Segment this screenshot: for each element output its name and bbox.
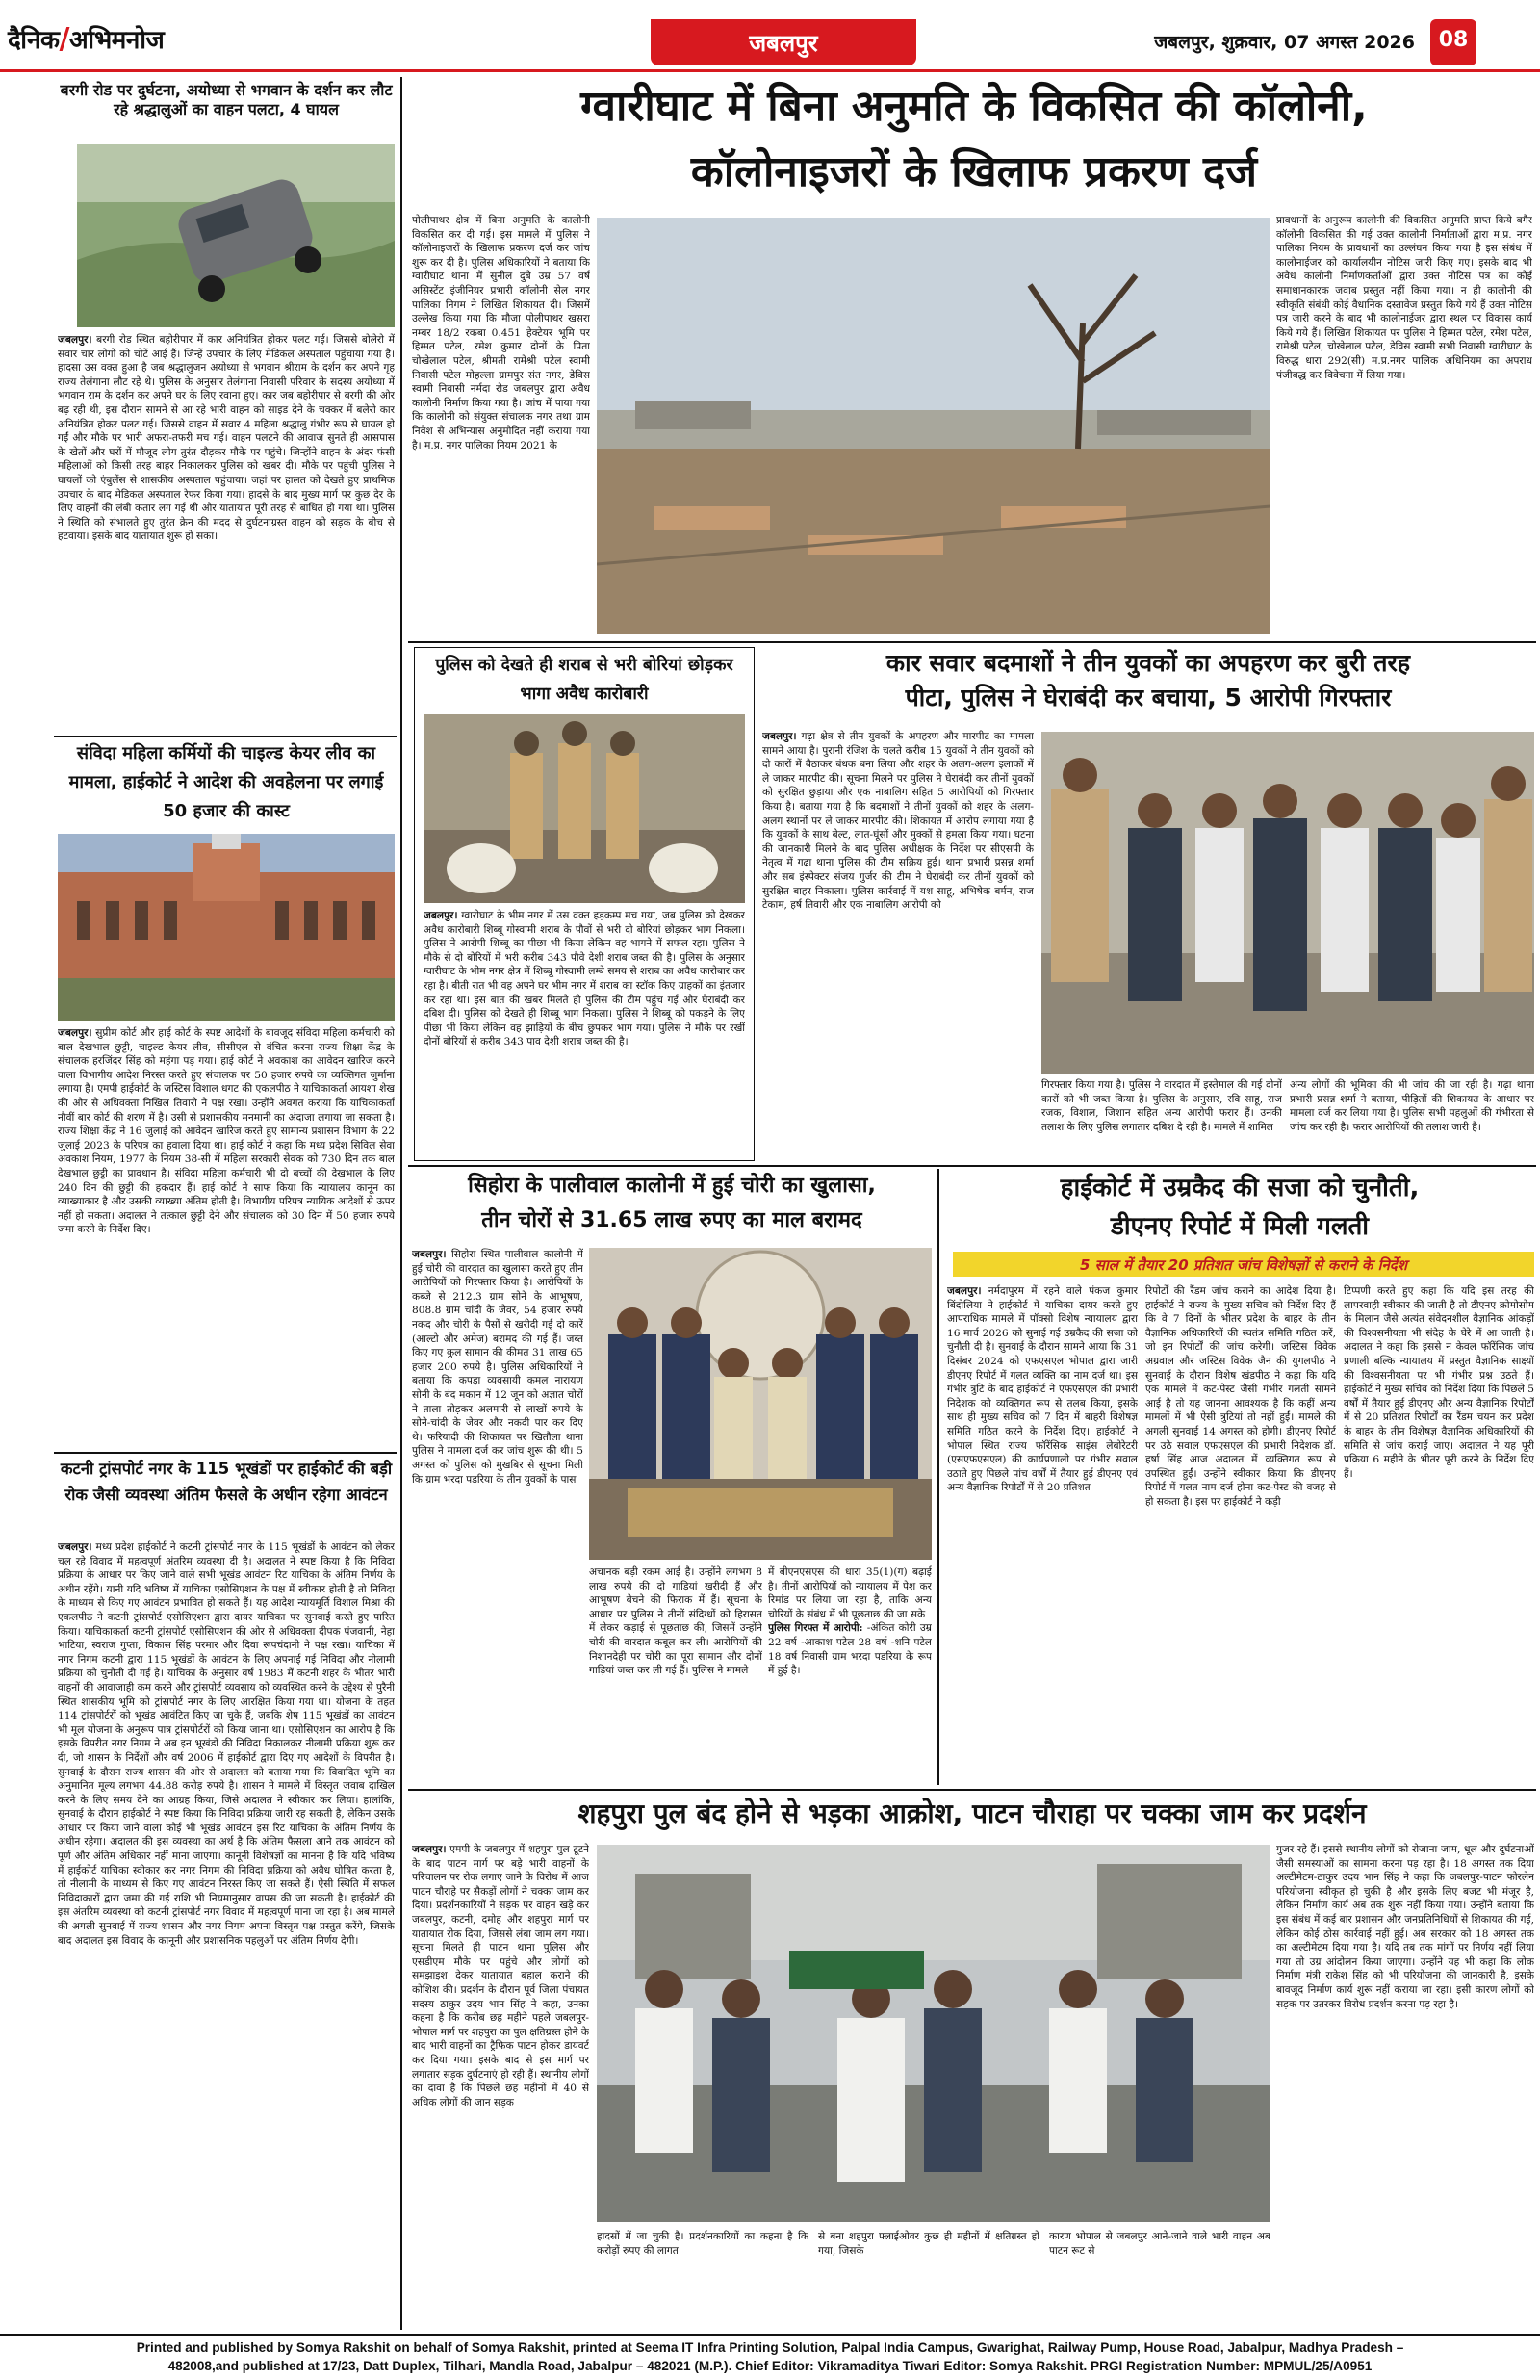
left-bottom-dateline: जबलपुर। xyxy=(58,1541,92,1553)
arrested-accused-with-police-image xyxy=(1041,732,1534,1074)
hc-col2-text: रिपोर्टों की रैंडम जांच कराने का आदेश दिया है। हाईकोर्ट ने राज्य के मुख्य सचिव को निर्देश दिए हैं कि वे 7 दिनों के भीतर प्रदेश के बाहर के तीन वैज्ञानिक अधिकारियों की स्वतंत्र समिति गठित करें, जो इन रिपोर्टों की जांच करेगी। जस्टिस विवेक अग्रवाल और जस्टिस विवेक जैन की युगलपीठ ने सुनवाई के दौरान विशेष खंडपीठ ने कहा कि यदि एक मामले में कट-पेस्ट जैसी गंभीर गलती सामने आई है तो यह जानना आवश्यक है कि कहीं अन्य मामलों में भी ऐसी त्रुटियां तो नहीं हुईं। मामले की अगली सुनवाई 14 अगस्त को होगी। डीएनए रिपोर्ट पर उठे सवाल एफएसएल की प्रभारी निदेशक डॉ. हर्षा सिंह आज अदालत में व्यक्तिगत रूप से उपस्थित हुईं। उन्होंने स्वीकार किया कि डीएनए रिपोर्ट में गलत नाम दर्ज होना कट-पेस्ट की वजह से हो सकता है। इस पर हाईकोर्ट ने कड़ी xyxy=(1145,1285,1336,1508)
main-col1 xyxy=(412,214,590,637)
footer-imprint-line1: Printed and published by Somya Rakshit on behalf of Somya Rakshit, printed at Seema IT Infra Printing Solution, Palpal India Campus, Gwarighat, Railway Pump, House Road, Jabalpur, Madhya Pradesh – xyxy=(136,2341,1404,2355)
liquor-text: ग्वारीघाट के भीम नगर में उस वक्त हड़कम्प मच गया, जब पुलिस को देखकर अवैध कारोबारी शिब्बू गोस्वामी शराब के पौवों से भरी दो बोरियां छोड़कर भाग निकला। पुलिस ने आरोपी शिब्बू का पीछा भी किया लेकिन वह भागने में सफल रहा। पुलिस ने मौके से दो बोरियों में भरी करीब 343 पौवे देशी शराब जब्त की है। पुलिस के अनुसार ग्वारीघाट के भीम नगर क्षेत्र में शिब्बू गोस्वामी लम्बे समय से शराब का अवैध कारोबार कर रहा है। बीती रात भी वह अपने घर भीम नगर में शराब का स्टॉक किए ग्राहकों का इंतजार कर रहा था। इस बात की खबर मिलते ही पुलिस की टीम पहुंच गई और घेराबंदी कर दबिश दी। पुलिस को देखते ही शिब्बू भाग निकला। पुलिस ने शिब्बू को पकड़ने के लिए पीछा भी किया लेकिन वह झाड़ियों के बीच छुपकर भाग गया। पुलिस ने मौके पर रखीं दोनों बोरियों से करीब 343 पाव देशी शराब जब्त की है। xyxy=(424,910,745,1048)
theft-col1 xyxy=(412,1248,583,1785)
kidnap-col3 xyxy=(1290,1078,1534,1159)
left-bottom-text: मध्य प्रदेश हाईकोर्ट ने कटनी ट्रांसपोर्ट नगर के 115 भूखंडों के आवंटन को लेकर चल रहे विवाद में महत्वपूर्ण अंतरिम व्यवस्था दी है। अदालत ने स्पष्ट किया है कि निविदा प्रक्रिया के आधार पर किए जाने वाले सभी भूखंड आवंटन रिट याचिका के अंतिम निर्णय के अधीन रहेंगे। यानी यदि भविष्य में याचिका एसोसिएशन के पक्ष में स्वीकार होती है तो निविदा के माध्यम से किए गए आवंटन प्रभावित हो सकते हैं। यह आदेश न्यायमूर्ति विशाल मिश्रा की एकलपीठ ने कटनी ट्रांसपोर्ट एसोसिएशन द्वारा दायर याचिका पर सुनवाई करते हुए पारित किया। याचिकाकर्ता कटनी ट्रांसपोर्ट एसोसिएशन की ओर से अधिवक्ता दीपक पंजवानी, नेहा भाटिया, स्वराज गुप्ता, विकास सिंह परमार और दिवा रूपचंदानी ने पक्ष रखा। याचिका में नगर निगम कटनी द्वारा 115 भूखंडों के आवंटन के लिए अपनाई गई निविदा और नीलामी प्रक्रिया को चुनौती दी गई है। याचिका के अनुसार वर्ष 1983 में कटनी शहर के भीतर भारी वाहनों की आवाजाही कम करने और ट्रांसपोर्ट व्यवसाय को व्यवस्थित करने के उद्देश्य से पुरैनी स्थित शासकीय भूमि को ट्रांसपोर्ट नगर के लिए आरक्षित किया गया था। योजना के तहत 114 ट्रांसपोर्टरों को भूखंड आवंटित किए जा चुके हैं, जबकि शेष 115 भूखंडों का आवंटन भी मूल योजना के अनुरूप पात्र ट्रांसपोर्टरों को किया जाना था। एसोसिएशन का आरोप है कि इसके विपरीत नगर निगम ने अब इन भूखंडों की निविदा निकालकर नीलामी प्रक्रिया शुरू कर दी, जो शासन के निर्देशों और वर्ष 2006 में हाईकोर्ट द्वारा दिए गए आदेशों के विपरीत है। सुनवाई के दौरान राज्य शासन की ओर से अदालत को बताया गया कि विवादित भूमि का अनुमानित मूल्य लगभग 44.88 करोड़ रुपये है। शासन ने मामले में विस्तृत जवाब दाखिल करने के लिए समय देने का आग्रह किया, जिसे अदालत ने स्वीकार कर लिया। हालांकि, सुनवाई के दौरान हाईकोर्ट ने स्पष्ट किया कि निविदा प्रक्रिया जारी रह सकती है, लेकिन उसके आधार पर किया जाने वाला कोई भी भूखंड आवंटन इस रिट याचिका के अंतिम निर्णय के अधीन रहेगा। अदालत की इस व्यवस्था का अर्थ है कि अंतिम फैसला आने तक आवंटन को पूर्ण और अंतिम अधिकार नहीं माना जाएगा। कानूनी विशेषज्ञों का मानना है कि यदि भविष्य में हाईकोर्ट याचिका स्वीकार कर नगर निगम की निविदा प्रक्रिया को अवैध घोषित करता है, तो नीलामी के माध्यम से किए गए आवंटन निरस्त किए जा सकते हैं। ऐसी स्थिति में सफल निविदाकारों द्वारा जमा की गई राशि भी नियमानुसार वापस की जा सकती है। हाईकोर्ट की इस अंतरिम व्यवस्था को कटनी ट्रांसपोर्ट नगर विवाद में महत्वपूर्ण माना जा रहा है। अब मामले की अगली सुनवाई में राज्य शासन और नगर निगम अपना विस्तृत पक्ष प्रस्तुत करेंगे, जिसके बाद अदालत इस विवाद के कानूनी और प्रशासनिक पहलुओं पर अंतिम निर्णय देगी। xyxy=(58,1541,395,1947)
colony-photo xyxy=(597,218,1270,634)
left-mid-body xyxy=(58,1026,395,1448)
theft-col3 xyxy=(768,1565,932,1785)
main-col3-text: प्रावधानों के अनुरूप कालोनी की विकसित अनुमति प्राप्त किये बगैर कॉलोनी विकसित की गई उक्त कालोनी निर्माताओं द्वारा म.प्र. नगर पालिका नियम के प्रावधानों का उल्लंघन किया गया है इस संबंध में कालोनाईजर को कार्यालयीन नोटिस जारी किए गए। इसके बाद भी अवैध कालोनी निर्माणकर्ताओं द्वारा उक्त नोटिस पत्र का कोई समाधानकारक जवाब प्रस्तुत नहीं किया गया। न ही कालोनी की स्वीकृति संबंधी कोई वैधानिक दस्तावेज प्रस्तुत किये गये हैं उक्त नोटिस पत्र जारी करने के बाद भी कालोनाईजर द्वारा स्थल पर विकास कार्य किये गये हैं। लिखित शिकायत पर पुलिस ने हिम्मत पटेल, रमेश पटेल, रामेश्री पटेल, चोखेलाल पटेल, डेविस स्वामी सभी निवासी ग्वारीघाट के विरुद्ध धारा 292(सी) म.प्र.नगर पालिक अधिनियम का अपराध पंजीबद्ध कर विवेचना में लिया गया। xyxy=(1276,215,1532,381)
police-with-seized-liquor-image xyxy=(424,714,745,903)
hc-col1 xyxy=(947,1284,1138,1785)
section-label: जबलपुर xyxy=(749,30,818,57)
bridge-bottom-3 xyxy=(1049,2230,1270,2284)
overturned-vehicle-image xyxy=(77,144,395,327)
theft-photo xyxy=(589,1248,932,1560)
bridge-bottom-text-2: से बना शहपुरा फ्लाईओवर कुछ ही महीनों में क्षतिग्रस्त हो गया, जिसके xyxy=(818,2231,1040,2257)
bridge-col2-text: गुजर रहे हैं। इससे स्थानीय लोगों को रोजाना जाम, धूल और दुर्घटनाओं जैसी समस्याओं का सामना करना पड़ रहा है। 18 अगस्त तक दिया अल्टीमेटम-ठाकुर उदय भान सिंह ने कहा कि जबलपुर-पाटन फोरलेन परियोजना स्वीकृत हो चुकी है और इसके लिए बजट भी मंजूर है, लेकिन निर्माण कार्य अब तक शुरू नहीं किया गया। उन्होंने बताया कि इस संबंध में कई बार प्रशासन और जनप्रतिनिधियों से शिकायत की गई, लेकिन कोई ठोस कार्रवाई नहीं हुई। अब सरकार को 18 अगस्त तक का अल्टीमेटम दिया गया है। यदि तब तक मांगों पर निर्णय नहीं लिया गया तो उग्र आंदोलन किया जाएगा। उन्होंने यह भी कहा कि लोक निर्माण मंत्री राकेश सिंह को भी परियोजना की जानकारी है, इसके बावजूद निर्माण कार्य शुरू नहीं कराया जा रहा। इसी कारण लोगों को सड़क पर उतरकर विरोध प्रदर्शन करना पड़ रहा है। xyxy=(1276,1844,1534,2010)
logo-part1: दैनिक xyxy=(8,26,60,55)
mid-section-rule xyxy=(408,1165,1536,1167)
theft-col3-text: में बीएनएसएस की धारा 35(1)(ग) बढ़ाई है। तीनों आरोपियों को न्यायालय में पेश कर रिमांड पर लिया जा रहा है, ताकि अन्य चोरियों के संबंध में भी पूछताछ की जा सके xyxy=(768,1566,932,1620)
bridge-col1 xyxy=(412,1843,589,2282)
page-number: 08 xyxy=(1438,28,1469,52)
colony-construction-image xyxy=(597,218,1270,634)
masthead-rule xyxy=(0,69,1540,72)
liquor-dateline: जबलपुर। xyxy=(424,910,458,921)
kidnap-headline-line2: पीटा, पुलिस ने घेराबंदी कर बचाया, 5 आरोपी गिरफ्तार xyxy=(905,684,1392,711)
newspaper-logo xyxy=(8,21,164,56)
kidnap-photo xyxy=(1041,732,1534,1074)
footer-imprint-line2: 482008,and published at 17/23, Datt Duplex, Tilhari, Mandla Road, Jabalpur – 482021 (M.P.). Chief Editor: Vikramaditya Tiwari Editor: Somya Rakshit. PRGI Registration Number: MPMUL/25/A0951 xyxy=(167,2359,1373,2373)
kidnap-col3-text: अन्य लोगों की भूमिका की भी जांच की जा रही है। गढ़ा थाना प्रभारी प्रसन्न शर्मा ने बताया, पीड़ितों की शिकायत के आधार पर मामला दर्ज कर लिया गया है। पुलिस सभी पहलुओं की गंभीरता से जांच कर रही है। फरार आरोपियों की तलाश जारी है। xyxy=(1290,1079,1534,1133)
left-top-body xyxy=(58,333,395,732)
chakka-jam-protest-image xyxy=(597,1845,1270,2222)
liquor-photo xyxy=(424,714,745,903)
bottom-section-rule xyxy=(408,1789,1536,1791)
bridge-bottom-1 xyxy=(597,2230,808,2284)
logo-slash-icon: / xyxy=(59,22,69,56)
bridge-col3 xyxy=(1276,1843,1534,2282)
high-court-building-image xyxy=(58,834,395,1021)
left-bottom-body xyxy=(58,1540,395,2328)
hc-subhead: 5 साल में तैयार 20 प्रतिशत जांच विशेषज्ञों से कराने के निर्देश xyxy=(1080,1256,1407,1274)
left-mid-rule xyxy=(54,736,397,737)
bridge-photo xyxy=(597,1845,1270,2222)
theft-hc-divider xyxy=(937,1169,939,1785)
liquor-body xyxy=(424,909,745,1155)
left-mid-text: सुप्रीम कोर्ट और हाई कोर्ट के स्पष्ट आदेशों के बावजूद संविदा महिला कर्मचारी को बाल देखभाल छुट्टी, चाइल्ड केयर लीव, सीसीएल से वंचित करना राज्य शिक्षा केंद्र के संचालक हरजिंदर सिंह को महंगा पड़ गया। हाई कोर्ट ने अवकाश का आवेदन खारिज करने वाला विभागीय आदेश निरस्त करते हुए संचालक पर 50 हजार रुपये का व्यक्तिगत जुर्माना लगाया है। एमपी हाईकोर्ट के जस्टिस विशाल धगट की एकलपीठ ने याचिकाकर्ता आयशा शेख की ओर से अधिवक्ता निखिल तिवारी ने पक्ष रखा। उन्होंने अवगत कराया कि याचिकाकर्ता नौवीं बार कोर्ट की शरण में है। उसी से प्रशासकीय मनमानी का अंदाजा लगाया जा सकता है। राज्य शिक्षा केंद्र ने 16 जुलाई को आवेदन खारिज करते हुए सामान्य प्रशासन विभाग के 22 जुलाई 2023 के परिपत्र का हवाला दिया था। हाई कोर्ट ने कहा कि मध्य प्रदेश सिविल सेवा अवकाश नियम, 1977 के नियम 38-सी में महिला सरकारी सेवक को 730 दिन तक बाल देखभाल छुट्टी का प्रावधान है। संविदा महिला कर्मचारी भी दो बच्चों की देखभाल के लिए 240 दिन की छुट्टी की हकदार हैं। हाई कोर्ट ने साफ किया कि न्यायालय कानून का व्याख्याकार है और उसकी व्याख्या अंतिम होती है। विभागीय परिपत्र न्यायिक आदेशों से ऊपर नहीं हो सकता। अदालत ने तत्काल छुट्टी देने और संचालक को 30 दिन में 50 हजार रुपये जमा करने के निर्देश दिए। xyxy=(58,1027,395,1236)
main-headline-line1: ग्वारीघाट में बिना अनुमति के विकसित की कॉलोनी, xyxy=(580,82,1368,131)
kidnap-col2 xyxy=(1041,1078,1282,1159)
theft-arrest-text: -अंकित कोरी उम्र 22 वर्ष -आकाश पटेल 28 वर्ष -शनि पटेल 18 वर्ष निवासी ग्राम भरदा पडरिया के रूप में हुई है। xyxy=(768,1622,932,1677)
left-column-divider xyxy=(400,77,402,2330)
main-col3 xyxy=(1276,214,1532,637)
theft-headline-line1: सिहोरा के पालीवाल कालोनी में हुई चोरी का खुलासा, xyxy=(468,1174,876,1198)
hc-col1-text: नर्मदापुरम में रहने वाले पंकज कुमार बिंदोलिया ने हाईकोर्ट में याचिका दायर करते हुए आपराधिक मामले में पॉक्सो विशेष न्यायालय द्वारा 16 मार्च 2026 को सुनाई गई उम्रकैद की सजा को चुनौती दी है। सुनवाई के दौरान सामने आया कि 31 दिसंबर 2024 को एफएसएल भोपाल द्वारा जारी डीएनए रिपोर्ट में गलत व्यक्ति का नाम दर्ज था। इस गंभीर त्रुटि के बाद हाईकोर्ट ने एफएसएल की प्रभारी निदेशक को व्यक्तिगत रूप से तलब किया, इसके साथ ही मुख्य सचिव को 7 दिन में बाहरी विशेषज्ञ समिति गठित करने के निर्देश दिए। हाईकोर्ट ने भोपाल स्थित राज्य फॉरेंसिक साइंस लेबोरेटरी (एसएफएसएल) की कार्यप्रणाली पर गंभीर सवाल उठाते हुए पिछले पांच वर्षों में तैयार हुई डीएनए एवं अन्य वैज्ञानिक रिपोर्टों में से 20 प्रतिशत xyxy=(947,1285,1138,1494)
theft-headline-line2: तीन चोरों से 31.65 लाख रुपए का माल बरामद xyxy=(481,1208,862,1232)
kidnap-col2-text: गिरफ्तार किया गया है। पुलिस ने वारदात में इस्तेमाल की गई दोनों कारों को भी जब्त किया है। पुलिस के अनुसार, रवि साहू, राज रजक, विशाल, जिशान सहित अन्य आरोपी फरार हैं। उनकी तलाश के लिए पुलिस लगातार दबिश दे रही है। मामले में शामिल xyxy=(1041,1079,1282,1133)
police-with-recovered-goods-image xyxy=(589,1248,932,1560)
theft-dateline: जबलपुर। xyxy=(412,1249,447,1260)
left-bottom-headline: कटनी ट्रांसपोर्ट नगर के 115 भूखंडों पर हाईकोर्ट की बड़ी रोक जैसी व्यवस्था अंतिम फैसले के अधीन रहेगा आवंटन xyxy=(60,1460,393,1504)
liquor-headline: पुलिस को देखते ही शराब से भरी बोरियां छोड़कर भागा अवैध कारोबारी xyxy=(435,656,733,704)
main-col1-text: पोलीपाथर क्षेत्र में बिना अनुमति के कालोनी विकसित कर दी गई। इस मामले में पुलिस ने कॉलोनाइजरों के खिलाफ प्रकरण दर्ज कर जांच शुरू कर दी है। पुलिस अधिकारियों ने बताया कि ग्वारीघाट थाना में सुनील दुबे उम्र 57 वर्ष असिस्टेंट इंजीनियर प्रभारी कॉलोनी सेल नगर पालिका निगम ने लिखित शिकायत दी। जिसमें उल्लेख किया गया कि मौजा पोलीपाथर खसरा नम्बर 18/2 रकबा 0.451 हेक्टेयर भूमि पर हिम्मत पटेल, रमेश कुमार दोनों के पिता चोखेलाल पटेल, श्रीमती रामेश्री पटेल स्वामी निवासी पटेल मोहल्ला ग्रामपुर संत नगर, डेविस स्वामी निवासी नर्मदा रोड जबलपुर द्वारा अवैध कालोनी निर्माण किया गया है। जांच में पाया गया कि कालोनी को संयुक्त संचालक नगर तथा ग्राम निवेश से अभिन्यास अनुमोदित नहीं कराया गया है। म.प्र. नगर पालिका नियम 2021 के xyxy=(412,215,590,452)
main-story-bottom-rule xyxy=(408,641,1536,643)
accident-photo xyxy=(77,144,395,327)
hc-headline-line1: हाईकोर्ट में उम्रकैद की सजा को चुनौती, xyxy=(1060,1174,1420,1203)
main-headline-line2: कॉलोनाइजरों के खिलाफ प्रकरण दर्ज xyxy=(690,147,1258,196)
theft-arrest-label: पुलिस गिरफ्त में आरोपी: xyxy=(768,1622,863,1635)
left-mid-headline: संविदा महिला कर्मियों की चाइल्ड केयर लीव का मामला, हाईकोर्ट ने आदेश की अवहेलना पर लगाई 50 हजार की कास्ट xyxy=(68,743,384,821)
bridge-headline: शहपुरा पुल बंद होने से भड़का आक्रोश, पाटन चौराहा पर चक्का जाम कर प्रदर्शन xyxy=(578,1798,1367,1829)
kidnap-text: गढ़ा क्षेत्र से तीन युवकों के अपहरण और मारपीट का मामला सामने आया है। पुरानी रंजिश के चलते करीब 15 युवकों ने तीन युवकों को दो कारों में बैठाकर बंधक बना लिया और शहर के अलग-अलग इलाकों में ले जाकर मारपीट की। सूचना मिलने पर पुलिस ने घेराबंदी कर तीनों युवकों को सुरक्षित छुड़ाया और एक नाबालिग सहित 5 आरोपियों को गिरफ्तार किया है। बताया गया है कि बदमाशों ने तीनों युवकों को शहर के अलग-अलग स्थानों पर ले जाकर मारपीट की। शिकायत में आरोप लगाया गया है कि युवकों के साथ बेल्ट, लात-घूंसों और मुक्कों से हमला किया गया। घटना की जानकारी मिलने के बाद पुलिस अधीक्षक के निर्देश पर सीएसपी के नेतृत्व में गढ़ा थाना पुलिस की टीम सक्रिय हुई। थाना प्रभारी प्रसन्न शर्मा और सब इंस्पेक्टर संजय गुर्जर की टीम ने घेराबंदी कर तीनों युवकों को सुरक्षित बाहर निकाला। पुलिस कार्रवाई में यश साहू, अभिषेक बर्मन, राज टेकाम, हर्ष तिवारी और एक नाबालिग आरोपी को xyxy=(762,731,1034,912)
kidnap-col1 xyxy=(762,730,1034,1159)
theft-col2 xyxy=(589,1565,762,1785)
high-court-photo xyxy=(58,834,395,1021)
masthead xyxy=(0,0,1540,75)
hc-headline-line2: डीएनए रिपोर्ट में मिली गलती xyxy=(1110,1212,1370,1241)
kidnap-headline-line1: कार सवार बदमाशों ने तीन युवकों का अपहरण कर बुरी तरह xyxy=(886,649,1411,677)
bridge-bottom-text-3: कारण भोपाल से जबलपुर आने-जाने वाले भारी वाहन अब पाटन रूट से xyxy=(1049,2231,1270,2257)
theft-col2-text: अचानक बड़ी रकम आई है। उन्होंने लगभग 8 लाख रुपये की दो गाड़ियां खरीदी हैं और आभूषण बेचने की फिराक में हैं। सूचना के आधार पर पुलिस ने तीनों संदिग्धों को हिरासत में लेकर कड़ाई से पूछताछ की, जिसमें उन्होंने चोरी की वारदात कबूल कर ली। आरोपियों की निशानदेही पर चोरी का पूरा सामान और दोनों गाड़ियां जब्त कर ली गई हैं। पुलिस ने मामले xyxy=(589,1566,762,1677)
footer-rule xyxy=(0,2334,1540,2336)
left-mid-dateline: जबलपुर। xyxy=(58,1027,92,1039)
bridge-col1-text: एमपी के जबलपुर में शहपुरा पुल टूटने के बाद पाटन मार्ग पर बड़े भारी वाहनों के परिचालन पर रोक लगाए जाने के विरोध में आज पाटन चौराहे पर सैकड़ों लोगों ने चक्का जाम कर दिया। प्रदर्शनकारियों ने सड़क पर वाहन खड़े कर जबलपुर, कटनी, दमोह और शहपुरा मार्ग पर यातायात रोक दिया, जिससे लंबा जाम लग गया। सूचना मिलते ही पाटन थाना पुलिस और एसडीएम मौके पर पहुंचे और लोगों को समझाइश देकर यातायात बहाल कराने की कोशिश की। प्रदर्शन के दौरान पूर्व जिला पंचायत सदस्य ठाकुर उदय भान सिंह ने कहा, उनका कहना है कि करीब छह महीने पहले जबलपुर-भोपाल मार्ग पर शहपुरा का पुल क्षतिग्रस्त होने के बाद भारी वाहनों का ट्रैफिक पाटन होकर डायवर्ट कर दिया गया। इसके बाद से इस मार्ग पर लगातार सड़क दुर्घटनाएं हो रही हैं। स्थानीय लोगों का दावा है कि पिछले छह महीनों में 40 से अधिक लोगों की जान सड़क xyxy=(412,1844,589,2108)
hc-col2 xyxy=(1145,1284,1336,1785)
theft-text-top: सिहोरा स्थित पालीवाल कालोनी में हुई चोरी की वारदात का खुलासा करते हुए तीन आरोपियों को गिरफ्तार किया है। आरोपियों के कब्जे से 212.3 ग्राम सोने के आभूषण, 808.8 ग्राम चांदी के जेवर, 54 हजार रुपये नकद और चोरी के पैसों से खरीदी गई दो कारें (आल्टो और अमेज) बरामद की गई हैं। जब्त किए गए कुल सामान की कीमत 31 लाख 65 हजार 200 रुपये है। पुलिस अधिकारियों ने बताया कि कपड़ा व्यवसायी कमल नारायण सोनी के बंद मकान में 12 जून को अज्ञात चोरों ने ताला तोड़कर अलमारी से लाखों रुपये के सोने-चांदी के जेवर और नकदी पार कर दिए थे। फरियादी की शिकायत पर खितौला थाना पुलिस ने मामला दर्ज कर जांच शुरू की थी। 5 अगस्त को पुलिस को मुखबिर से सूचना मिली कि ग्राम भरदा पडरिया के तीन युवकों के पास xyxy=(412,1249,583,1486)
hc-col3 xyxy=(1344,1284,1534,1785)
kidnap-dateline: जबलपुर। xyxy=(762,731,797,742)
left-top-dateline: जबलपुर। xyxy=(58,334,92,346)
hc-dateline: जबलपुर। xyxy=(947,1285,982,1297)
issue-date: जबलपुर, शुक्रवार, 07 अगस्त 2026 xyxy=(1154,32,1415,53)
bridge-bottom-text-1: हादसों में जा चुकी है। प्रदर्शनकारियों का कहना है कि करोड़ों रुपए की लागत xyxy=(597,2231,808,2257)
hc-col3-text: टिप्पणी करते हुए कहा कि यदि इस तरह की लापरवाही स्वीकार की जाती है तो डीएनए क्रोमोसोम के मिलान जैसे अत्यंत संवेदनशील वैज्ञानिक आंकड़ों की विश्वसनीयता भी संदेह के घेरे में आ जाती है। अदालत ने कहा कि इससे न केवल फॉरेंसिक जांच प्रणाली बल्कि न्यायालय में प्रस्तुत वैज्ञानिक साक्ष्यों की विश्वसनीयता पर भी गंभीर प्रश्न उठते हैं। हाईकोर्ट ने मुख्य सचिव को निर्देश दिया कि पिछले 5 वर्षों में तैयार हुई डीएनए और अन्य वैज्ञानिक रिपोर्टों में से 20 प्रतिशत रिपोर्टों का रैंडम चयन कर प्रदेश के बाहर के तीन विशेषज्ञ वैज्ञानिक अधिकारियों की समिति से जांच कराई जाए। अदालत ने यह पूरी प्रक्रिया 6 महीने के भीतर पूरी करने के निर्देश दिए हैं। xyxy=(1344,1285,1534,1480)
left-bottom-rule xyxy=(54,1452,397,1454)
bridge-dateline: जबलपुर। xyxy=(412,1844,447,1855)
bridge-bottom-2 xyxy=(818,2230,1040,2284)
left-top-text: बरगी रोड स्थित बहोरीपार में कार अनियंत्रित होकर पलट गई। जिससे बोलेरो में सवार चार लोगों को चोटें आई हैं। जिन्हें उपचार के लिए मेडिकल अस्पताल पहुंचाया गया है। हादसा उस वक्त हुआ है जब श्रद्धालुजन अयोध्या से भगवान श्रीराम के दर्शन कर अपने गृह राज्य तेलंगाना लौट रहे थे। पुलिस के अनुसार तेलंगाना निवासी परिवार के सदस्य अयोध्या में भगवान राम के दर्शन कर अपने घर के लिए रवाना हुए। कार जब बहोरीपार से बरगी की ओर बढ़ रही थी, इस दौरान सामने से आ रहे भारी वाहन को साइड देने के चक्कर में बलेरो कार अनियंत्रित होकर पलट गई। जिससे वाहन में सवार 4 महिला श्रद्धालु गंभीर रूप से घायल हो गईं और मौके पर भारी अफरा-तफरी मच गई। वाहन पलटने की आवाज सुनते ही आसपास के खेतों और घरों में मौजूद लोग तुरंत दौड़कर मौके पर पहुंचे। जिन्होंने वाहन के अंदर फंसी महिलाओं को किसी तरह बाहर निकालकर पुलिस को खबर दी। मौके पर पहुंची पुलिस ने घायलों को एंबुलेंस से शासकीय अस्पताल पहुंचाया। जहां पर हालत को देखते हुए प्राथमिक उपचार के बाद मेडिकल अस्पताल रेफर किया गया। हादसे के बाद मुख्य मार्ग पर कुछ देर के लिए वाहनों की लंबी कतार लग गई थी और यातायात पूरी तरह से बाधित हो गया था। पुलिस ने स्थिति को संभालते हुए तुरंत क्रेन की मदद से दुर्घटनाग्रस्त वाहन को सड़क के बीच से हटवाया। इसके बाद यातायात शुरू हो सका। xyxy=(58,334,395,543)
logo-part2: अभिमनोज xyxy=(68,26,165,55)
left-top-headline: बरगी रोड पर दुर्घटना, अयोध्या से भगवान के दर्शन कर लौट रहे श्रद्धालुओं का वाहन पलटा, 4 घायल xyxy=(60,81,393,118)
